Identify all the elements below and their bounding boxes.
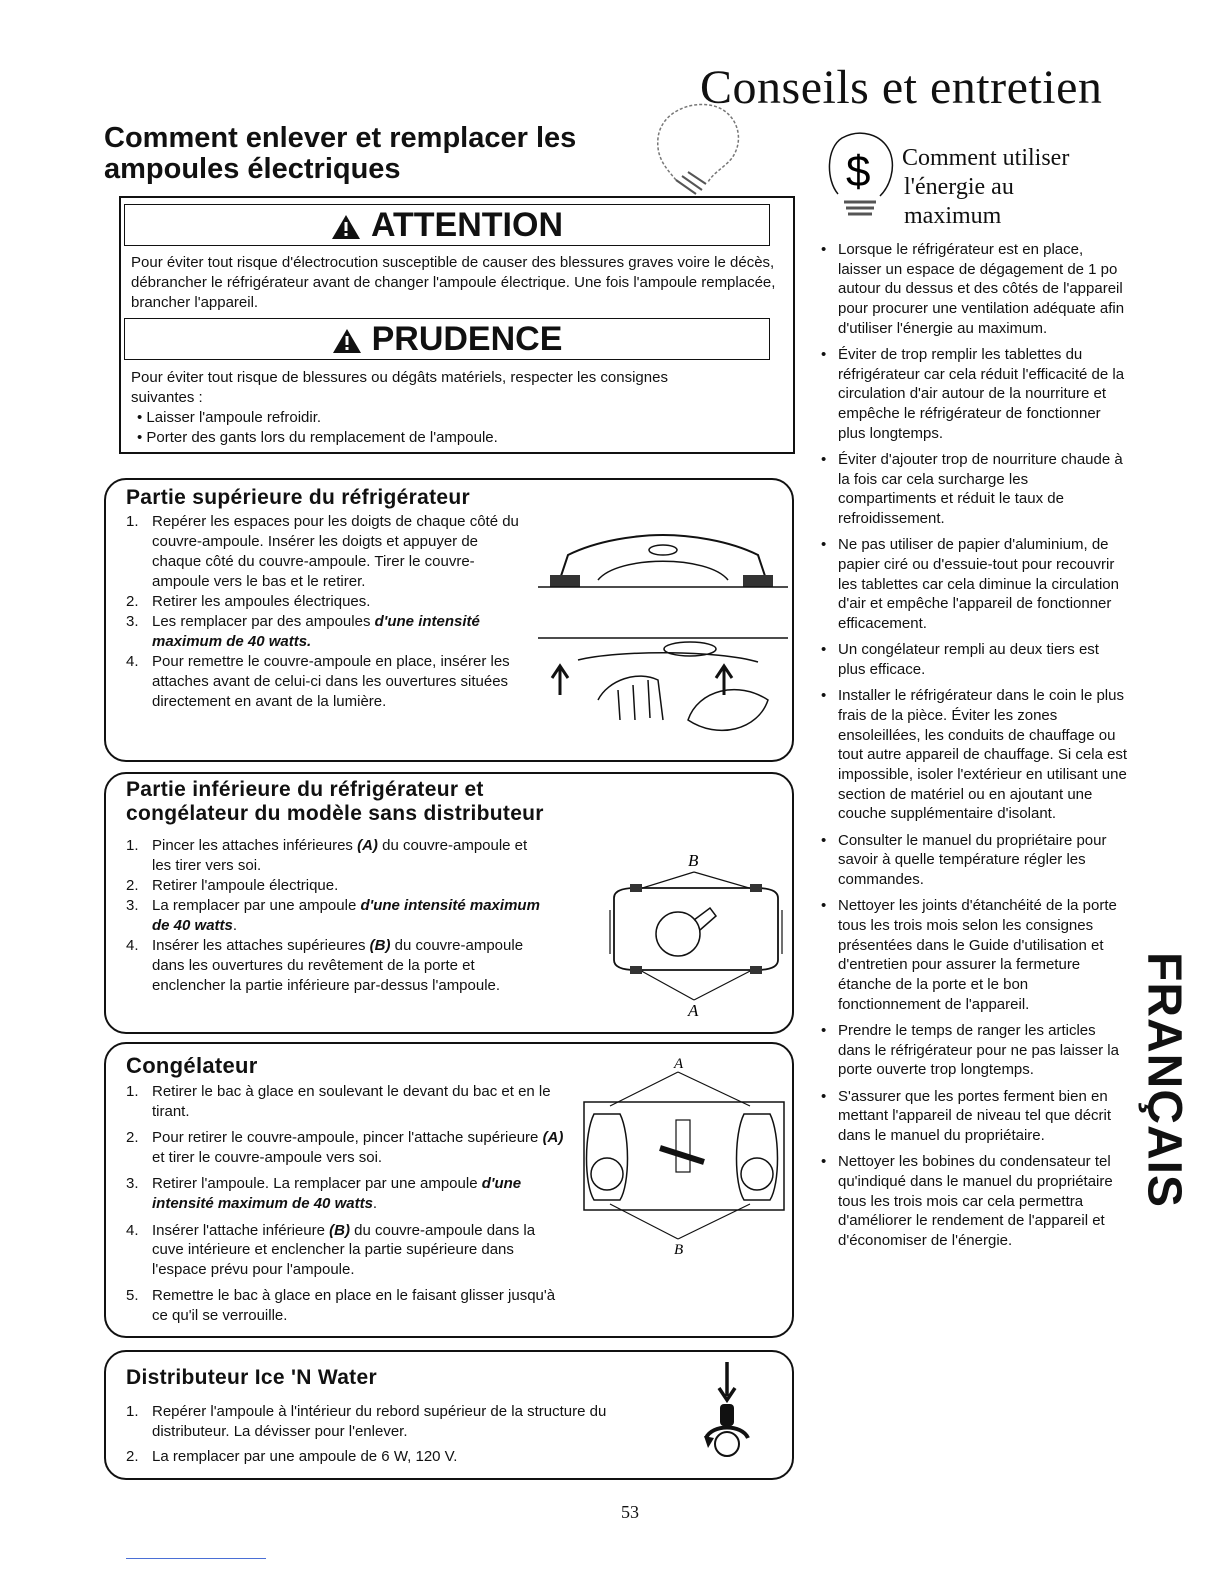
- prudence-item: • Laisser l'ampoule refroidir.: [137, 408, 721, 428]
- label-b: B: [674, 1242, 684, 1258]
- page-number: 53: [621, 1502, 639, 1522]
- attention-banner: [124, 204, 770, 246]
- warning-triangle-icon: [331, 214, 361, 240]
- step: 4. Insérer les attaches supérieures (B) du couvre-ampoule dans les ouvertures du revêtement de la porte et enclencher la partie inférieure par-dessus l'ampoule.: [126, 937, 524, 994]
- warning-triangle-icon: [332, 328, 362, 354]
- step: 1. Pincer les attaches inférieures (A) du couvre-ampoule et les tirer vers soi.: [126, 837, 528, 874]
- prudence-item: • Porter des gants lors du remplacement de l'ampoule.: [137, 428, 721, 448]
- step: 2. Pour retirer le couvre-ampoule, pincer l'attache supérieure (A) et tirer le couvre-ampoule vers soi.: [126, 1129, 564, 1166]
- attention-label: ATTENTION: [370, 206, 563, 244]
- energy-tip: • Éviter de trop remplir les tablettes du réfrigérateur car cela réduit l'efficacité de la circulation d'air autour de la nourriture et empêche le réfrigérateur de fonctionner plus longtemps.: [818, 345, 1130, 444]
- energy-tip: • Nettoyer les joints d'étanchéité de la porte tous les trois mois selon les consignes présentées dans le Guide d'utilisation et d'entretien pour assurer la fermeture étanche de la porte et le bon fonctionnement de l'appareil.: [818, 896, 1130, 1014]
- main-title: Comment enlever et remplacer les ampoules électriques: [104, 122, 577, 185]
- step: 2. Retirer les ampoules électriques.: [126, 593, 371, 610]
- energy-tip: • Consulter le manuel du propriétaire pour savoir à quelle température régler les commandes.: [818, 831, 1130, 890]
- step: 5. Remettre le bac à glace en place en le faisant glisser jusqu'à ce qu'il se verrouille.: [126, 1287, 556, 1324]
- panel-title: Distributeur Ice 'N Water: [126, 1366, 377, 1389]
- panel-title: Partie inférieure du réfrigérateur et congélateur du modèle sans distributeur: [126, 778, 544, 825]
- page-header-title: Conseils et entretien: [700, 61, 1103, 114]
- warning-box: [119, 196, 795, 454]
- step: 1. Repérer l'ampoule à l'intérieur du rebord supérieur de la structure du distributeur. La dévisser pour l'enlever.: [126, 1403, 607, 1440]
- step: 3. Retirer l'ampoule. La remplacer par une ampoule d'une intensité maximum de 40 watts.: [126, 1175, 522, 1212]
- prudence-banner: [124, 318, 770, 360]
- energy-tip: • Prendre le temps de ranger les articles dans le réfrigérateur pour ne pas laisser la porte ouverte trop longtemps.: [818, 1021, 1130, 1080]
- step: 2. La remplacer par une ampoule de 6 W, 120 V.: [126, 1448, 458, 1465]
- step: 4. Insérer l'attache inférieure (B) du couvre-ampoule dans la cuve intérieure et enclencher la partie supérieure dans l'espace prévu pour l'ampoule.: [126, 1221, 536, 1278]
- panel-upper-fridge: [104, 478, 794, 762]
- step: 3. Les remplacer par des ampoules d'une intensité maximum de 40 watts.: [126, 613, 480, 650]
- lower-light-cover-illustration: [596, 850, 786, 1025]
- energy-tip: • Un congélateur rempli au deux tiers est plus efficace.: [818, 640, 1130, 679]
- step: 1. Retirer le bac à glace en soulevant le devant du bac et en le tirant.: [126, 1083, 551, 1120]
- panel-dispenser: [104, 1350, 794, 1480]
- footer-rule: [126, 1558, 266, 1559]
- light-shield-illustration: [538, 530, 788, 745]
- prudence-intro: Pour éviter tout risque de blessures ou dégâts matériels, respecter les consignes suivantes :: [131, 369, 668, 406]
- dispenser-bulb-icon: [702, 1362, 752, 1462]
- dollar-bulb-icon: [820, 128, 900, 228]
- energy-tip: • Lorsque le réfrigérateur est en place, laisser un espace de dégagement de 1 po autour du dessus et des côtés de l'appareil pour procurer une ventilation adéquate afin d'utiliser l'énergie au maximum.: [818, 240, 1130, 339]
- prudence-text: [131, 368, 721, 448]
- panel-lower-fridge: [104, 772, 794, 1034]
- freezer-light-illustration: [580, 1054, 790, 1259]
- panel-title: Partie supérieure du réfrigérateur: [126, 486, 470, 509]
- energy-tip: • Éviter d'ajouter trop de nourriture chaude à la fois car cela surcharge les compartiments et réduit le taux de refroidissement.: [818, 450, 1130, 529]
- label-a: A: [674, 1056, 684, 1072]
- language-side-label: FRANÇAIS: [1137, 952, 1191, 1208]
- energy-tips-list: [818, 240, 1130, 1257]
- label-a: A: [688, 1001, 699, 1020]
- energy-tip: • S'assurer que les portes ferment bien en mettant l'appareil de niveau tel que décrit dans le manuel du propriétaire.: [818, 1087, 1130, 1146]
- step: 2. Retirer l'ampoule électrique.: [126, 877, 339, 894]
- step: 3. La remplacer par une ampoule d'une intensité maximum de 40 watts.: [126, 897, 540, 934]
- panel-freezer: [104, 1042, 794, 1338]
- svg-text:$: $: [846, 147, 871, 196]
- step: 1. Repérer les espaces pour les doigts de chaque côté du couvre-ampoule. Insérer les doigts et appuyer de chaque côté du couvre-ampoule. Tirer le couvre-ampoule vers le bas et le retirer.: [126, 513, 519, 590]
- attention-text: Pour éviter tout risque d'électrocution susceptible de causer des blessures graves voire le décès, débrancher le réfrigérateur avant de changer l'ampoule électrique. Une fois l'ampoule remplacée, brancher l'appareil.: [131, 254, 776, 311]
- label-b: B: [688, 851, 699, 870]
- energy-tip: • Ne pas utiliser de papier d'aluminium, de papier ciré ou d'essuie-tout pour recouvrir les tablettes car cela diminue la circulation d'air et empêche l'appareil de fonctionner efficacement.: [818, 535, 1130, 634]
- energy-tip: • Installer le réfrigérateur dans le coin le plus frais de la pièce. Éviter les zones ensoleillées, les conduits de chauffage ou tout autre appareil de chauffage. Si cela est impossible, isoler l'extérieur en utilisant une section de matériel ou en ajoutant une couche supplémentaire d'isolant.: [818, 686, 1130, 824]
- prudence-label: PRUDENCE: [371, 320, 563, 358]
- energy-tip: • Nettoyer les bobines du condensateur tel qu'indiqué dans le manuel du propriétaire tous les trois mois car cela permettra d'améliorer le rendement de l'appareil et d'économiser de l'énergie.: [818, 1152, 1130, 1251]
- step: 4. Pour remettre le couvre-ampoule en place, insérer les attaches avant de celui-ci dans les ouvertures situées directement en avant de la lumière.: [126, 653, 510, 710]
- panel-title: Congélateur: [126, 1053, 258, 1078]
- energy-section-title: Comment utiliser l'énergie au maximum: [902, 145, 1070, 229]
